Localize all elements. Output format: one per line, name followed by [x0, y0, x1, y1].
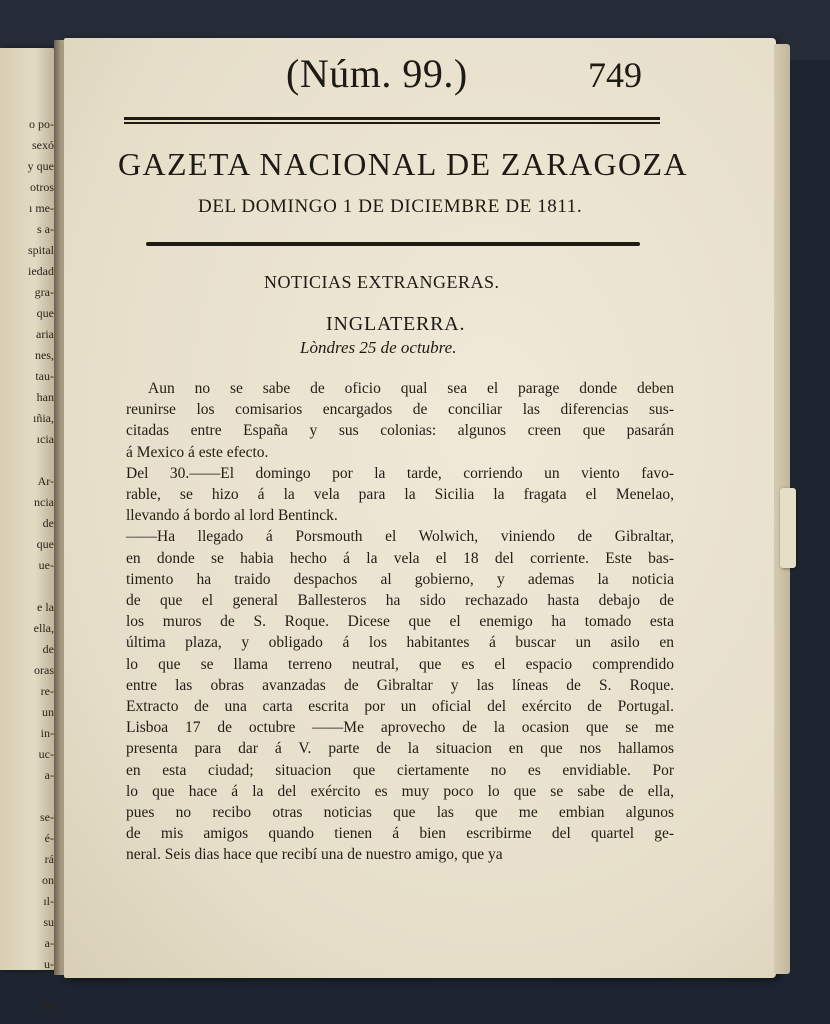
left-page-fragment: de — [42, 642, 54, 656]
left-page-fragment: uc- — [38, 747, 54, 761]
article-line: lo que se llama terreno neutral, que es el espacio comprendido — [126, 655, 674, 673]
place-date-line: Lòndres 25 de octubre. — [300, 338, 457, 357]
article-line: reunirse los comisarios encargados de conciliar las diferencias sus- — [126, 401, 674, 419]
article-line: última plaza, y obligado á los habitantes á buscar un asilo en — [126, 634, 674, 652]
article-line: de mis amigos quando tienen á bien escribirme del quartel ge- — [126, 825, 674, 843]
left-page-fragment: spital — [28, 243, 54, 257]
left-page-fragment: e la — [37, 600, 54, 614]
article-line: citadas entre España y sus colonias: algunos creen que pasarán — [126, 422, 674, 440]
left-page-fragment: un — [42, 705, 54, 719]
left-page-fragment: 94 — [42, 999, 54, 1013]
left-page-fragment: se- — [40, 810, 54, 824]
left-page-fragment: iedad — [28, 264, 54, 278]
left-page-fragment: in- — [40, 726, 54, 740]
left-page-fragment: o po- — [29, 117, 54, 131]
article-line: Lisboa 17 de octubre ——Me aprovecho de la ocasion que se me — [126, 719, 674, 737]
article-line: á Mexico á este efecto. — [126, 443, 269, 461]
article-body — [126, 378, 674, 866]
article-line: Extracto de una carta escrita por un oficial del exército de Portugal. — [126, 698, 674, 716]
left-page-fragment: y que — [27, 159, 54, 173]
section-heading: NOTICIAS EXTRANGERAS. — [264, 272, 500, 292]
left-page-fragment: Ar- — [37, 474, 54, 488]
masthead-title: GAZETA NACIONAL DE ZARAGOZA — [118, 146, 688, 182]
left-page-fragment: tau- — [35, 369, 54, 383]
left-page-fragment: a- — [44, 768, 54, 782]
article-line: de que el general Ballesteros ha sido rechazado hasta debajo de — [126, 592, 674, 610]
article-line: en donde se habia hecho á la vela el 18 del corriente. Este bas- — [126, 549, 674, 567]
left-page-fragment: que — [36, 306, 54, 320]
left-page-fragment: rá — [44, 852, 54, 866]
article-line: timento ha traido despachos al gobierno, y ademas la noticia — [126, 570, 674, 588]
left-page-fragment: ıcia — [36, 432, 54, 446]
left-page-fragment: ella, — [33, 621, 54, 635]
article-line: en esta ciudad; situacion que ciertamente no es envidiable. Por — [126, 761, 674, 779]
left-page-fragment: que — [36, 537, 54, 551]
issue-number: (Núm. 99.) — [286, 51, 468, 96]
article-line: pues no recibo otras noticias que las que me embian algunos — [126, 804, 674, 822]
left-page-fragment: nes, — [35, 348, 54, 362]
left-page-fragment: han — [36, 390, 54, 404]
article-line: Del 30.——El domingo por la tarde, corriendo un viento favo- — [126, 464, 674, 482]
masthead-dateline: DEL DOMINGO 1 DE DICIEMBRE DE 1811. — [198, 196, 583, 217]
article-line: Aun no se sabe de oficio qual sea el parage donde deben — [148, 380, 674, 397]
left-page-fragment: ıñia, — [33, 411, 54, 425]
left-page-fragment: su — [43, 915, 54, 929]
left-page-fragment: ıl- — [43, 894, 54, 908]
left-page-fragment: u- — [44, 957, 54, 971]
paper-tab — [780, 488, 796, 568]
left-page-fragment: aria — [36, 327, 54, 341]
left-page-fragment: a- — [44, 936, 54, 950]
article-line: llevando á bordo al lord Bentinck. — [126, 507, 338, 525]
top-double-rule — [124, 117, 660, 120]
article-line: ——Ha llegado á Porsmouth el Wolwich, viniendo de Gibraltar, — [126, 528, 674, 546]
article-line: neral. Seis dias hace que recibí una de nuestro amigo, que ya — [126, 846, 503, 864]
left-page-fragment: otros — [30, 180, 54, 194]
left-page-fragment: on — [42, 873, 54, 887]
article-line: presenta para dar á V. parte de la situacion en que nos hallamos — [126, 740, 674, 758]
left-page-fragment: oras — [34, 663, 54, 677]
top-double-rule-lower — [124, 122, 660, 124]
left-page-fragment: ncia — [34, 495, 54, 509]
left-facing-page — [0, 48, 58, 1013]
country-heading: INGLATERRA. — [326, 313, 466, 335]
page-number: 749 — [588, 55, 642, 95]
masthead-rule — [146, 242, 640, 246]
article-line: entre las obras avanzadas de Gibraltar y las líneas de S. Roque. — [126, 676, 674, 694]
left-page-fragment: ı me- — [29, 201, 54, 215]
left-page-fragment: sexó — [32, 138, 54, 152]
left-page-fragment: re- — [40, 684, 54, 698]
article-line: lo que hace á la del exército es muy poco lo que se sabe de ella, — [126, 782, 674, 800]
left-page-fragment: ue- — [38, 558, 54, 572]
left-page-fragment: é- — [44, 831, 54, 845]
left-page-fragment: gra- — [34, 285, 54, 299]
left-page-fragment: de — [42, 516, 54, 530]
article-line: rable, se hizo á la vela para la Sicilia la fragata el Menelao, — [126, 486, 674, 504]
article-line: los muros de S. Roque. Dicese que el enemigo ha tomado esta — [126, 613, 674, 631]
left-page-fragment: s a- — [37, 222, 54, 236]
